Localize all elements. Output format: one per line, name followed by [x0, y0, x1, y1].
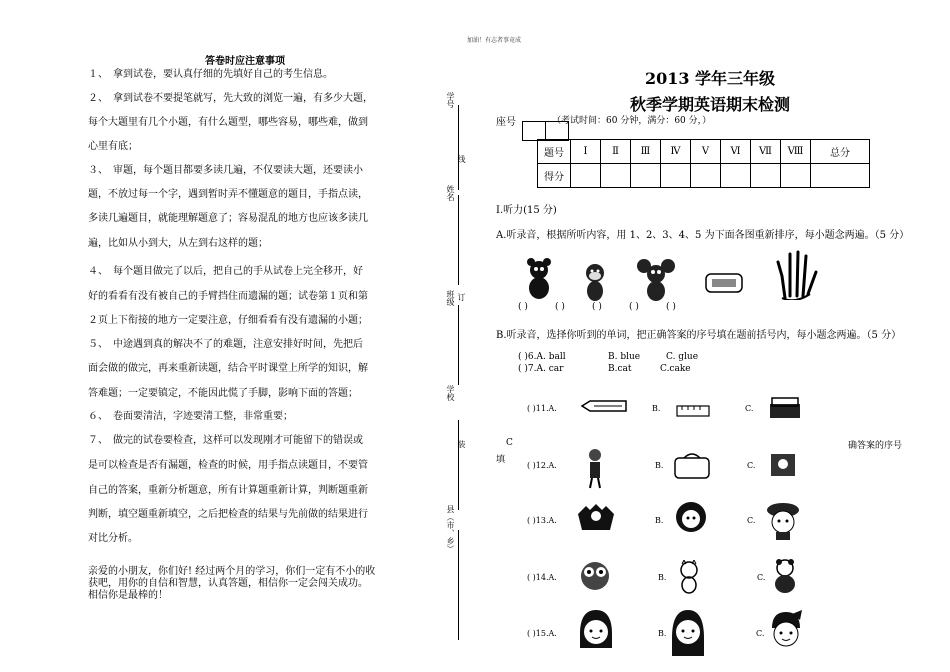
score-col-head: Ⅲ	[631, 140, 661, 164]
fold-mark: 装	[457, 440, 466, 448]
option-c-label: C.	[756, 629, 765, 638]
note-line: 是可以检查是否有漏题，检查的时候，用手指点读题目，不要管	[88, 460, 368, 471]
answer-blank[interactable]: ( )	[629, 302, 639, 312]
binding-line	[458, 195, 459, 285]
book-picture	[768, 450, 798, 480]
panda-picture	[770, 558, 800, 594]
boy-picture	[584, 448, 606, 490]
monkey-picture	[580, 262, 610, 302]
option-c-label: C.	[745, 404, 754, 413]
q7-option-a: ( )7.A. car	[518, 364, 564, 374]
answer-blank[interactable]: ( )	[592, 302, 602, 312]
question-label[interactable]: ( )14.A.	[527, 573, 557, 582]
closing-line: 相信你是最棒的！	[88, 590, 168, 601]
motto: 加油！有志者事竟成	[467, 37, 522, 44]
section-listening: I.听力(15 分)	[496, 205, 557, 216]
girl-hat-picture	[764, 500, 802, 540]
girl-bow-picture	[766, 610, 806, 660]
bear-picture	[524, 258, 554, 302]
note-line: 多读几遍题目，就能理解题意了；容易混乱的地方也应该多读几	[88, 213, 368, 224]
closing-message	[88, 566, 375, 602]
score-col-head: Ⅱ	[601, 140, 631, 164]
score-cell[interactable]	[631, 164, 661, 188]
school-label: 学校	[446, 385, 455, 401]
note-line: ７、 做完的试卷要检查，这样可以发现刚才可能留下的错误或	[88, 435, 363, 446]
binding-line	[458, 420, 459, 510]
woman-face-picture	[668, 608, 708, 658]
note-line: 面会做的做完，再来重新读题，结合平时课堂上所学的知识，解	[88, 363, 368, 374]
pencil-box-picture	[704, 270, 744, 296]
ruler-picture	[676, 404, 710, 418]
note-line: 每个大题里有几个小题，有什么题型，哪些容易，哪些难，做到	[88, 117, 368, 128]
score-cell[interactable]	[751, 164, 781, 188]
binding-line	[458, 530, 459, 640]
q7-option-b: B.cat	[608, 364, 632, 374]
score-col-head: Ⅷ	[781, 140, 811, 164]
note-line: ５、 中途遇到真的解决不了的难题，注意安排好时间，先把后	[88, 339, 363, 350]
exam-info: （考试时间：60 分钟，满分：60 分，）	[552, 116, 712, 126]
note-line: 对比分析。	[88, 533, 138, 544]
score-col-head: Ⅶ	[751, 140, 781, 164]
part-a-instruction: A.听录音，根据所听内容，用 1、2、3、4、5 为下面各图重新排序，每小题念两遍。（5 分）	[496, 230, 910, 241]
pencil-case-picture	[768, 396, 802, 420]
score-cell[interactable]	[721, 164, 751, 188]
q6-option-b: B. blue	[608, 352, 641, 362]
option-b-label: B.	[655, 461, 664, 470]
class-label: 班级	[446, 290, 455, 306]
score-cell[interactable]	[661, 164, 691, 188]
option-b-label: B.	[652, 404, 661, 413]
q6-option-a: ( )6.A. ball	[518, 352, 566, 362]
score-col-head: Ⅵ	[721, 140, 751, 164]
binding-line	[458, 105, 459, 190]
closing-line: 亲爱的小朋友，你们好! 经过两个月的学习，你们一定有不小的收	[88, 566, 376, 577]
mouse-picture	[636, 258, 676, 302]
note-line: ２、 拿到试卷不要提笔就写，先大致的浏览一遍，有多少大题，	[88, 93, 373, 104]
pencil-picture	[580, 398, 630, 414]
exam-title: 2013 学年三年级	[644, 69, 776, 88]
closing-line: 获吧，用你的自信和智慧，认真答题，相信你一定会闯关成功。	[88, 578, 368, 589]
option-c-label: C.	[747, 516, 756, 525]
girl-face-picture	[576, 608, 616, 658]
note-line: ３、 审题，每个题目都要多读几遍，不仅要读大题，还要读小	[88, 165, 363, 176]
score-cell[interactable]	[811, 164, 870, 188]
batman-picture	[576, 500, 616, 538]
note-line: 答难题；一定要镇定，不能因此慌了手脚，影响下面的答题；	[88, 388, 358, 399]
score-col-head: Ⅴ	[691, 140, 721, 164]
student-number-label: 学号	[446, 92, 455, 108]
note-line: 题，不放过每一个字，遇到暂时弄不懂题意的题目，手指点读，	[88, 189, 368, 200]
score-cell[interactable]	[571, 164, 601, 188]
note-line: 判断，填空题重新填空，之后把检查的结果与先前做的结果进行	[88, 509, 368, 520]
score-cell[interactable]	[601, 164, 631, 188]
part-c-fill: 填	[496, 455, 506, 465]
note-line: 自己的答案，重新分析题意，所有计算题重新计算，判断题重新	[88, 485, 368, 496]
score-row-head: 得分	[538, 164, 571, 188]
county-label: 县（市、乡）	[446, 505, 455, 553]
answer-blank[interactable]: ( )	[555, 302, 565, 312]
note-line: 遍，比如从小到大，从左到右这样的题；	[88, 238, 268, 249]
question-label[interactable]: ( )13.A.	[527, 516, 557, 525]
seat-label: 座号	[496, 117, 516, 128]
note-line: ２页上下衔接的地方一定要注意，仔细看看有没有遗漏的小题；	[88, 315, 368, 326]
note-line: １、 拿到试卷，要认真仔细的先填好自己的考生信息。	[88, 69, 333, 80]
question-label[interactable]: ( )11.A.	[527, 404, 557, 413]
score-table	[537, 139, 870, 188]
notes-title: 答卷时应注意事项	[205, 56, 285, 67]
exam-subtitle: 秋季学期英语期末检测	[629, 95, 790, 114]
q7-option-c: C.cake	[660, 364, 691, 374]
answer-blank[interactable]: ( )	[666, 302, 676, 312]
score-col-head: Ⅳ	[661, 140, 691, 164]
name-label: 姓名	[446, 185, 455, 201]
option-b-label: B.	[655, 516, 664, 525]
score-cell[interactable]	[781, 164, 811, 188]
bind-mark: 订	[457, 293, 466, 301]
score-row-head: 题号	[538, 140, 571, 164]
option-b-label: B.	[658, 573, 667, 582]
score-cell[interactable]	[691, 164, 721, 188]
note-line: 好的看看有没有被自己的手臂挡住而遗漏的题；试卷第１页和第	[88, 291, 368, 302]
binding-line	[458, 305, 459, 385]
question-label[interactable]: ( )15.A.	[527, 629, 557, 638]
question-label[interactable]: ( )12.A.	[527, 461, 557, 470]
answer-blank[interactable]: ( )	[518, 302, 528, 312]
hand-picture	[770, 248, 820, 300]
bag-picture	[672, 450, 712, 480]
part-b-instruction: B.听录音，选择你听到的单词，把正确答案的序号填在题前括号内，每小题念两遍。（5 分）	[496, 330, 902, 341]
cat-picture	[676, 560, 702, 594]
score-col-head: 总分	[811, 140, 870, 164]
q6-option-c: C. glue	[666, 352, 699, 362]
note-line: 心里有底；	[88, 141, 138, 152]
note-line: ４、 每个题目做完了以后，把自己的手从试卷上完全移开，好	[88, 266, 363, 277]
girl-hair-picture	[672, 500, 710, 538]
part-c-letter: C	[506, 438, 513, 448]
part-c-tail: 确答案的序号	[848, 441, 903, 451]
note-line: ６、 卷面要清洁，字迹要清工整，非常重要；	[88, 411, 293, 422]
owl-picture	[578, 558, 612, 592]
score-col-head: Ⅰ	[571, 140, 601, 164]
option-c-label: C.	[747, 461, 756, 470]
option-c-label: C.	[757, 573, 766, 582]
option-b-label: B.	[658, 629, 667, 638]
line-mark: 线	[457, 155, 466, 163]
